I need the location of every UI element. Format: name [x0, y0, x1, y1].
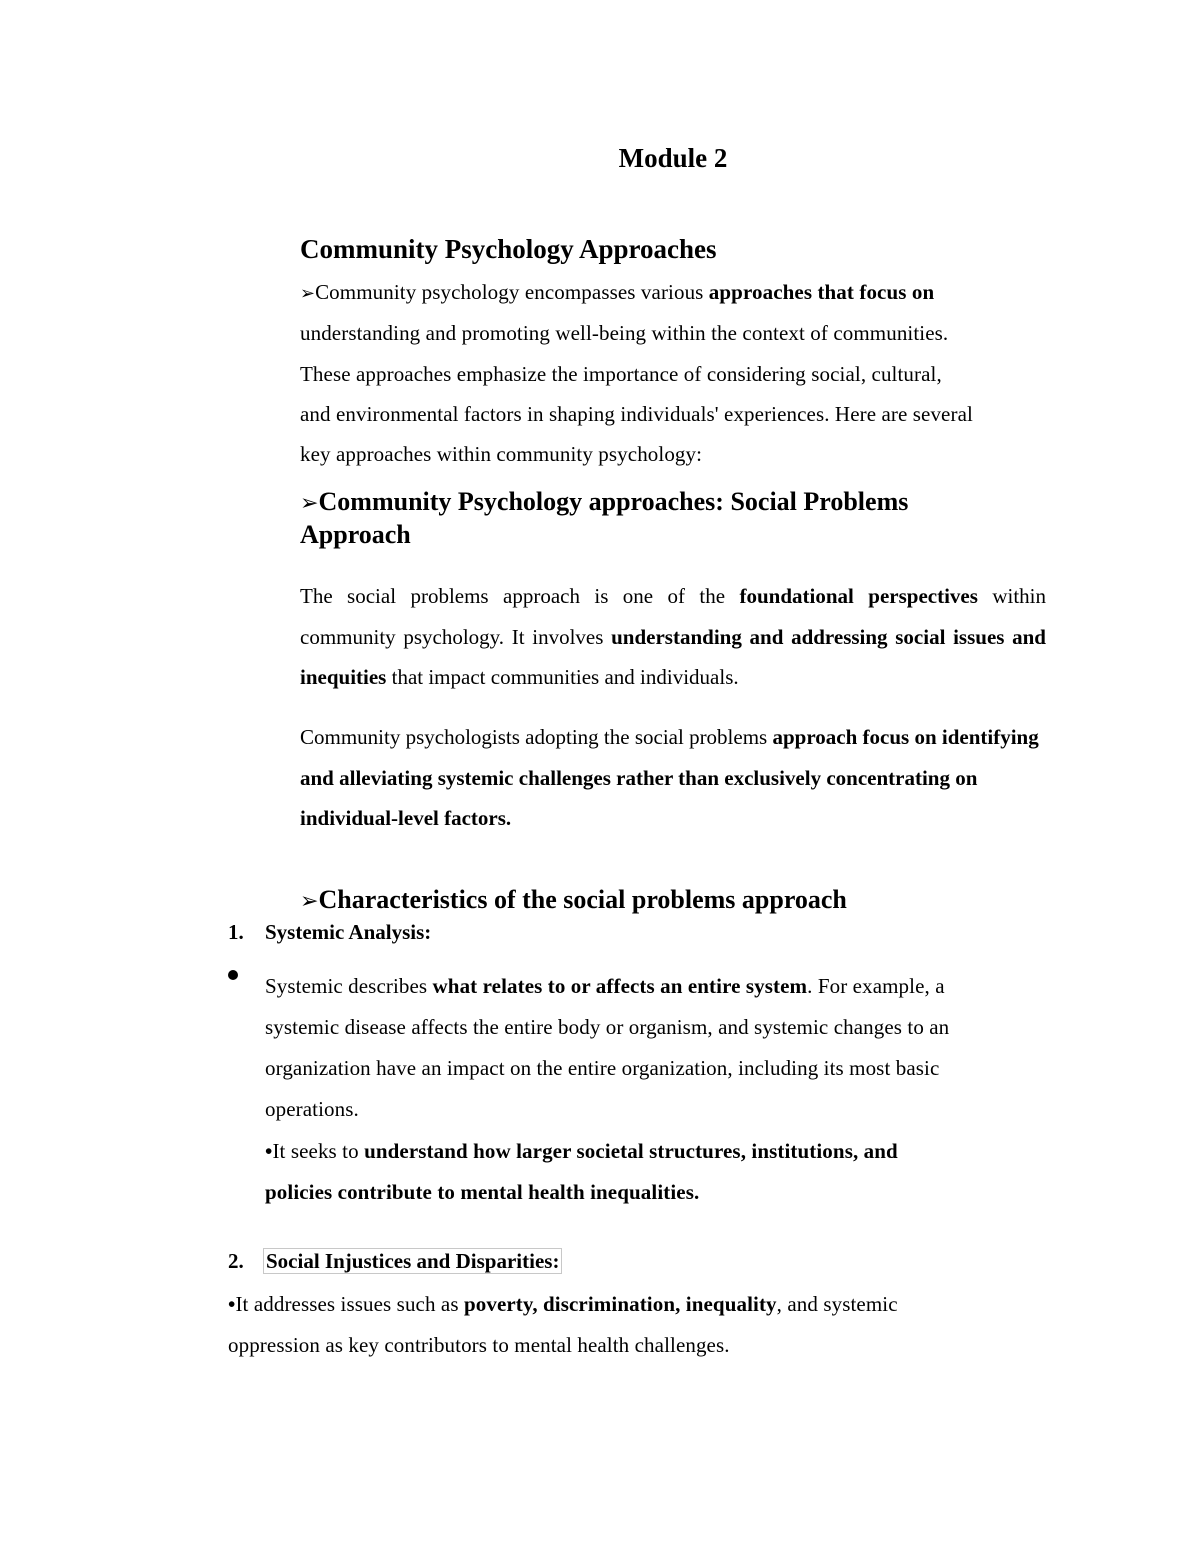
section-heading-social-problems-cont: Approach	[300, 520, 411, 549]
arrow-bullet-icon: ➢	[300, 490, 319, 516]
systemic-line-2: systemic disease affects the entire body or organism, and systemic changes to an	[265, 1015, 950, 1039]
systemic-sub-line-1: •It seeks to understand how larger societal structures, institutions, and	[265, 1139, 898, 1163]
round-bullet-icon: •	[265, 1139, 273, 1163]
arrow-bullet-icon: ➢	[300, 283, 316, 304]
intro-line-3: These approaches emphasize the importance of considering social, cultural,	[300, 362, 942, 386]
intro-line-2: understanding and promoting well-being within the context of communities.	[300, 321, 949, 345]
page-title: Module 2	[618, 143, 728, 173]
section-heading-main: Community Psychology Approaches	[300, 234, 717, 264]
systemic-sub-line-2: policies contribute to mental health inequalities.	[265, 1180, 700, 1204]
intro-line-4: and environmental factors in shaping individuals' experiences. Here are several	[300, 402, 973, 426]
injustices-line-2: oppression as key contributors to mental health challenges.	[228, 1333, 730, 1357]
round-bullet-icon: •	[228, 1292, 236, 1316]
intro-line-1: ➢Community psychology encompasses various approaches that focus on	[300, 280, 935, 304]
arrow-bullet-icon: ➢	[300, 888, 319, 914]
systemic-line-1: Systemic describes what relates to or affects an entire system. For example, a	[265, 974, 945, 998]
section-heading-characteristics: ➢Characteristics of the social problems approach	[300, 885, 847, 914]
list-item-title-systemic-analysis: Systemic Analysis:	[265, 920, 432, 944]
injustices-line-1: •It addresses issues such as poverty, discrimination, inequality, and systemic	[228, 1292, 898, 1316]
paragraph-social-problems: The social problems approach is one of the foundational perspectives within community psychology. It involves understanding and addressing social issues and inequities that impact communities and individuals.	[300, 584, 1047, 689]
round-bullet-icon	[228, 970, 238, 980]
list-item-title-social-injustices: Social Injustices and Disparities:	[263, 1249, 562, 1274]
list-number-2: 2.	[228, 1249, 244, 1273]
systemic-line-4: operations.	[265, 1097, 359, 1121]
systemic-line-3: organization have an impact on the entire organization, including its most basic	[265, 1056, 940, 1080]
list-number-1: 1.	[228, 920, 244, 944]
intro-line-5: key approaches within community psychology:	[300, 442, 703, 466]
paragraph-community-psychologists: Community psychologists adopting the social problems approach focus on identifying and alleviating systemic challenges rather than exclusively concentrating on individual-level factors.	[300, 725, 1039, 830]
section-heading-social-problems: ➢Community Psychology approaches: Social Problems	[300, 487, 909, 516]
